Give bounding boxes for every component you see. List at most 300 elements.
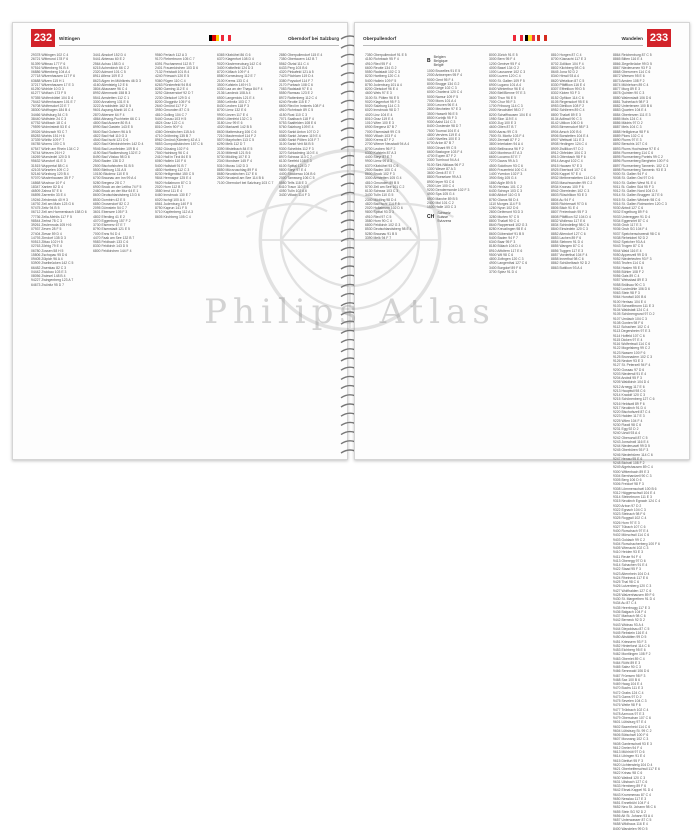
index-entry: 8915 Hausen 97 E 3 [551,163,582,168]
country-flag-icon [209,35,219,41]
index-entry: 2870 Attersee 64 F 4 [93,112,125,117]
index-entry: 8932 Mettmenstetten 114 C 6 [551,176,596,181]
index-entry: 9655 Stein SG 92 D 2 [613,809,646,814]
index-entry: 9500 Villach 103 F 4 [365,133,396,138]
index-entry: 8307 Effretikon 99 D 5 [551,87,585,91]
index-entry: 27404 Ziesar 59 D 4 [31,231,62,236]
index-entry: 3390 Melk 94 F 7 [365,235,392,240]
index-entry: 2401 Frauenkirchen 103 D 6 [155,65,198,70]
index-entry: 3180 Linz 99 E 6 [217,121,243,125]
index-entry: 2095 Dürnstein 54 C 7 [93,206,127,210]
index-entry: 37339 Wörlitz 109 F 7 [31,138,65,142]
index-entry: 9300 Wittenbach 89 E 3 [613,469,650,474]
index-entry: 3270 Schladming 110 E 4 [279,150,318,155]
index-entry: 8892 Berschis 107 C 6 [613,142,648,147]
index-entry: 9465 Salez 90 C 3 [613,665,641,669]
index-entry: 8280 Kreuzlingen 98 E 4 [489,227,527,232]
index-entry: 8806 Bäch 91 E 4 [551,206,578,210]
index-entry: 9650 Nesslau 117 E 3 [613,796,647,801]
index-entry: 9478 Azmoos 97 E 3 [613,711,645,716]
index-entry: 5730 Mödling 107 E 3 [217,155,250,159]
index-entry: 8530 Deutschlandsberg 98 E 4 [365,227,412,232]
index-entry: 9220 Bischofszell 87 C 4 [613,410,651,414]
index-entry: 7083 Radstadt 97 E 4 [279,87,312,91]
country-heading-b [427,55,485,67]
index-entry: 9476 Weite 98 F 6 [613,703,641,708]
index-entry: 9452 Hinterforst 114 C 6 [613,643,650,648]
header-right-text: Oberndorf bei Salzburg [287,36,339,41]
index-entry: 4050 Tulln 102 A 6 [279,189,307,193]
index-entry: 9900 Lienz 99 A 3 [365,159,392,164]
index-entry: 6460 Innsbruck 130 E 7 [155,193,191,198]
index-entry: 9105 Schönengrund 97 D 2 [613,312,655,317]
index-entry: 2460 Bruck an der Mur 64 E 1 [93,189,139,193]
index-entry: 8855 Wangen 87 C 4 [551,244,583,249]
index-entry: 8700 Lienz 132 E 6 [217,108,247,113]
index-column [217,53,275,447]
index-entry: 3800 Interlaken 94 A 4 [489,142,523,147]
index-entry: 02763 Zörbig 79 E 4 [31,244,62,249]
index-entry: 9056 Gais 89 C 4 [613,274,640,278]
index-entry: 9411 Reute 94 F 4 [613,554,641,559]
index-entry: 5400 Baden 94 F 7 [489,235,518,240]
index-entry: 5550 Radstadt 102 C 3 [365,70,400,74]
index-entry: 9453 Eichberg 95 E 6 [613,648,646,652]
index-entry: 4600 Wels 97 E 3 [365,91,392,96]
index-entry: 8992 Altenmarkt 158 B 3 [93,91,131,96]
index-entry: 8900 Ieper 93 C 6 [427,179,455,184]
index-entry: 6290 Melk 112 D 7 [217,142,246,147]
index-entry: 2564 Achau 158 D 4 [93,61,124,66]
index-entry: 8630 Mattersburg 106 C 6 [217,129,257,134]
index-entry: 9125 Brunnadern 102 C 3 [613,354,653,359]
index-entry: 61277 Wolfach 173 F 5 [31,91,66,96]
index-entry: 37217 Witzenhausen 17 E 3 [31,82,74,87]
index-entry: 4000 Basel 134 G 2 [489,65,519,70]
index-entry: 8881 Tscherlach 98 F 3 [613,99,649,104]
country-flag-icon [537,35,547,41]
index-entry: 4150 Rohrbach 95 F 4 [365,57,399,62]
index-entry: 8874 Mühlehorn 89 C 4 [613,82,649,87]
index-entry: 9414 Schachen 91 E 4 [613,563,648,567]
index-entry: 6020 Ischgl 100 A 4 [155,197,185,202]
index-entry: 8878 Quinten 90 C 3 [613,91,645,96]
index-entry: 3730 Eisenerz 67 E 7 [93,223,126,227]
index-entry: 8910 Affoltern 117 E 6 [489,248,523,253]
index-entry: 8230 Hartberg 120 C 4 [365,74,400,79]
index-entry: 6800 Feldkirchen 144 F 4 [93,248,132,253]
index-entry: 67547 Wörth am Rhein 134 C 2 [31,146,79,151]
index-entry: 9583 Feldbach 133 C 6 [93,240,129,244]
index-entry: 8854 Siebnen 91 D 4 [551,240,583,244]
index-entry: 4900 Langenthal 127 C 6 [489,261,528,266]
page-number: 232 [31,29,55,47]
index-entry: 9469 Haag 104 E 4 [613,682,643,686]
index-entry: 6130 Schwaz 103 C 3 [365,189,399,193]
index-entry: 97355 Wolfenbüttel 104 D 4 [31,95,73,100]
index-entry: 9170 Fieberbrunn 105 C 7 [155,57,195,62]
index-entry: 8400 Wandelen 99 D 5 [613,826,648,831]
index-entry: 8803 Rüschlikon 93 E 3 [551,193,587,198]
index-entry: 9014 St. Gallen Bruggen 117 E 6 [613,193,663,198]
index-entry: 9315 Neukirch Egnach 124 C 4 [613,499,661,504]
index-entry: 3804 Altaussee 96 C 4 [93,87,128,91]
index-entry: 9656 Alt St. Johann 93 A 4 [613,813,653,818]
index-entry: 7500 St. Moritz 103 F 4 [489,133,525,138]
index-entry: 4700 Eupen 87 F 2 [427,154,456,158]
index-entry: 27718 Witzenhausen 117 F 6 [31,74,76,79]
index-entry: 3000 Leuven 96 E 4 [427,103,458,107]
index-entry: 8400 Winterthur 96 E 4 [489,87,524,91]
index-entry: 8904 Aesch 100 B 6 [551,129,582,134]
index-entry: 5020 Sankt Anton 107 D 2 [279,129,319,134]
index-entry: 9424 Rheineck 117 E 6 [613,575,648,580]
index-entry: 06895 Zarrentin 33 E 4 [31,193,66,198]
index-entry: 04442 Zwickau 103 E 3 [31,269,67,274]
index-entry: 8880 Walenstadt 106 D 6 [613,95,652,100]
index-entry: 42103 Würselen 109 C 2 [31,167,69,172]
index-entry: 8893 Flums Hochwiese 97 E 4 [613,146,659,151]
index-entry: 9112 Schachen 102 C 4 [613,325,650,329]
index-entry: 9200 Gossau 97 D 6 [613,367,645,372]
index-entry: 9020 Klagenfurt 95 F 3 [365,99,400,104]
index-entry: 9050 Appenzell 99 D 5 [613,252,648,257]
index-entry: 5000 Aarau 99 C 5 [489,129,518,134]
index-entry: 9428 Walzenhausen 89 F 6 [613,592,655,597]
index-entry: 3550 Leibnitz 103 C 7 [217,99,250,104]
index-entry: 9020 Klosterneuburg 142 C 6 [217,61,262,66]
index-entry: 6700 Arlon 87 B 7 [427,141,454,146]
index-columns [365,53,671,831]
index-entry: 16868 Wustrow 10 F 4 [31,180,66,185]
country-flag-icon [221,35,231,41]
index-entry: 9053 Teufen 114 C 6 [613,261,645,266]
index-entry: 9249 Algetshausen 89 C 4 [613,465,653,470]
index-entry: 8866 Ziegelbrücke 99 D 5 [613,61,652,66]
index-entry: 8925 Ebertswil 107 C 6 [551,167,587,172]
index-entry: 9064 Hundwil 100 B 6 [613,295,647,300]
index-entry: 2340 Mondsee 145 F 4 [217,159,252,164]
index-entry: 9230 Flawil 98 C 6 [613,422,642,427]
index-entry: 8340 Hinwil 93 A 4 [551,74,579,79]
index-entry: 4830 Hartberg 112 C 3 [155,167,190,172]
index-column [489,53,547,447]
index-entry: 9216 Heldswil 89 F 6 [613,401,645,406]
index-entry: 9410 Heiden 93 E 3 [613,550,643,555]
index-entry: 9323 Steinach 98 F 6 [613,512,646,516]
index-entry: 1000 Bruxelles 91 E 5 [427,69,461,73]
index-entry: 6000 Luzern 120 C 4 [489,74,521,79]
index-entry: 9612 Dreien 94 F 4 [613,745,643,750]
index-entry: 8867 Niederurnen 93 F 3 [613,65,651,70]
index-entry: 1400 Yverdon 102 F 3 [489,172,523,176]
index-entry: 6600 Locarno 87 E 7 [489,155,521,159]
index-entry: 9042 Speicher 93 A 4 [613,240,646,244]
index-entry: 9038 Rehetobel 92 D 2 [613,235,648,240]
flag-group [209,35,231,41]
index-entry: 6365 Kitzbühel 86 G 6 [217,53,251,57]
index-entry: 1000 Lausanne 102 C 3 [489,70,526,74]
index-entry: 9225 Wilen 104 F 4 [613,418,643,423]
index-entry: 9405 Wienacht 102 C 3 [613,546,649,550]
index-entry: 9445 Rebstein 116 E 4 [613,631,648,635]
index-entry: 15806 Zschopau 95 D 6 [31,252,68,257]
index-entry: 8909 Zwillikon 97 D 2 [551,146,584,151]
index-entry: 5710 Kapfenberg 112 A 3 [155,210,194,215]
index-entry: 8790 Eisenstadt 121 E 5 [93,227,130,232]
index-entry: 6370 Klagenfurt 108 D 4 [217,57,254,62]
index-entry: 9248 Bichwil 108 F 2 [613,461,645,465]
index-entry: 8990 Bad Gastein 143 E 5 [93,125,133,130]
index-entry: 9032 Engelburg 89 F 6 [613,210,648,215]
index-entry: 4802 Eferding 41 E 2 [93,214,125,219]
index-entry: 9477 Trübbach 102 C 4 [613,707,649,712]
index-entry: 8800 Roeselare 99 A 3 [427,175,462,180]
index-column [613,53,671,831]
index-entry: 6300 Zug 100 E 3 [489,121,516,125]
index-entry: 9100 Sint-Niklaas 96 F 2 [427,162,465,167]
index-entry: 6700 Braunau am Inn 99 A 4 [93,176,136,181]
index-entry: 7100 Oberndorf bei Salzburg 103 C 7 [217,180,274,185]
index-entry: 8142 Uitikon 106 D 6 [551,121,583,125]
index-entry: 2500 Bischofshofen 51 B 5 [93,163,134,168]
page-number: 233 [647,29,671,47]
index-entry: 9437 Marbach 98 C 6 [613,614,646,618]
index-entry: 8894 Flumserberg 114 C 6 [613,150,654,155]
index-entry: 1200 Genève 95 F 4 [489,61,520,66]
index-columns [31,53,337,447]
index-entry: 14793 Zirndorf 135 D 3 [31,235,66,240]
left-page [12,22,348,460]
index-entry: 10150 Bludenz 110 E 5 [93,172,129,176]
index-entry: 4470 Faak am See 132 B 7 [93,235,135,240]
index-entry: 2410 Hall in Tirol 84 E 5 [155,155,191,159]
index-entry: 3100 St. Pölten 96 E 5 [365,95,399,100]
country-flag-icon [513,35,523,41]
index-entry: 5441 Abtenau 60 E 2 [93,57,125,62]
index-entry: 3500 Kufstein 149 H 3 [217,82,251,87]
index-entry: 8952 Schlieren 89 C 4 [551,108,585,113]
index-entry: 6600 Reutte 134 G 2 [365,65,397,70]
index-entry: 4820 Bad Kleinkirchheim 142 D 4 [93,142,144,147]
index-entry: 6060 Hallein 110 F 6 [155,159,187,164]
index-entry: 9613 Mühlrüti 97 D 6 [613,750,645,754]
index-entry: 8750 Judenburg 101 A 4 [365,82,402,87]
header-right-text: Wandelen [621,36,643,41]
index-entry: 8896 Flumserberg Bergheim 100 F 6 [613,159,669,164]
index-entry: 9479 Oberschan 107 C 6 [613,716,651,720]
index-entry: 63688 Witzen 115 H 1 [31,78,65,83]
index-entry: 4000 Liège 102 C 3 [427,86,457,90]
index-entry: 5753 Saalfelden 108 E 6 [279,121,317,125]
index-entry: 4320 Pinkafeld 121 A 5 [279,70,314,74]
index-entry: 94227 Zwingenberg 123 A 7 [31,278,74,283]
index-entry: 9205 Waldkirch 104 D 4 [613,380,650,385]
index-entry: 9306 Freidorf 98 F 3 [613,482,644,487]
index-column [551,53,609,447]
index-entry: 3601 Ebensee 105 F 3 [93,210,128,215]
index-entry: 8105 Regensdorf 95 E 6 [551,99,588,104]
index-entry: 9244 Niederuzwil 99 D 5 [613,444,650,448]
index-entry: 9312 Häggenschwil 104 E 4 [613,490,656,495]
index-entry: 64673 Zwönitz 95 D 7 [31,282,64,287]
index-entry: 2500 Lier 100 C 4 [427,183,454,188]
index-entry: 4810 Golling 104 C 7 [155,112,187,117]
index-entry: 9034 Eggersriet 87 C 4 [613,218,648,223]
index-entry: 6240 Reutte 115 E 7 [279,99,310,104]
index-entry: 9450 Altstätten 99 D 5 [613,635,647,640]
index-entry: 3400 Burgdorf 89 F 6 [489,265,522,270]
index-entry: 5640 Bad Goisern 96 A 5 [93,129,131,134]
index-entry: 8000 Zürich 91 E 5 [489,53,518,57]
index-entry: 9473 Gams 97 D 2 [613,694,642,699]
index-entry: 97475 Zeitz 94 B 5 [31,206,60,210]
index-entry: 9425 Thal 98 C 6 [613,580,639,584]
index-entry: 3390 Mistelbach 84 E 5 [217,146,253,151]
index-entry: 6370 Kitzbühel 93 C 6 [365,163,399,168]
index-entry: 9037 Speicherschwendi 98 C 6 [613,231,660,236]
index-entry: 76708 Wolfersdorf 22 E 7 [31,104,70,108]
index-entry: 6900 Bregenz 87 B 7 [365,125,397,130]
index-entry: 4240 Friesach 120 E 5 [155,74,190,79]
index-entry: 8500 Kortrijk 95 F 3 [427,115,457,120]
index-entry: 9900 Liezen 117 E 4 [217,112,248,117]
index-entry: 8865 Bilten 116 E 4 [613,57,643,62]
index-entry: 5580 Telfs 118 E 3 [279,180,307,185]
index-entry: 9327 Tübach 107 C 6 [613,524,646,529]
index-entry: 5700 Zell am See 101 C 2 [365,184,405,189]
index-entry: 39261 Zeulenroda 105 H 6 [31,223,72,227]
index-entry: 8605 Kirchberg 105 C 4 [155,214,191,219]
index-entry: 9444 Diepoldsau 87 C 5 [613,626,650,631]
index-column [427,53,485,447]
index-entry: 2340 Mödling 98 D 4 [365,197,397,202]
country-name: Belgien Belgique België [433,55,448,67]
index-entry: 5440 Gosau 103 H 5 [155,116,187,121]
index-entry: 8907 Wettswil 111 E 3 [551,138,585,142]
index-entry: 9652 Neu St. Johann 98 C 6 [613,805,656,810]
index-entry: 06712 Zell am Harmersbach 158 D 6 [31,210,87,215]
index-entry: 77736 Zella-Mehlis 117 F 5 [31,214,72,219]
index-entry: 07937 Zeven 28 F 5 [31,227,62,232]
index-entry: 9426 Lutzenberg 120 C 3 [613,584,652,589]
index-entry: 97516 Wittenberg 91 B 4 [31,65,69,70]
page-header [59,33,339,46]
index-entry: 8750 Glarus 98 D 4 [489,197,519,202]
index-entry: 8134 Adliswil 90 C 3 [551,116,582,121]
index-entry: 16792 Zeil am Main 123 G 6 [31,201,74,206]
index-entry: 8805 Richterswil 97 D 6 [551,201,587,206]
index-entry: 8890 Flums 97 E 3 [613,138,642,142]
index-entry: 6330 Laa an der Thaya 84 F 4 [217,87,263,91]
index-entry: 8400 Oostende 98 D 7 [427,124,462,129]
index-entry: 3600 Genk 87 E 7 [427,171,455,175]
index-entry: 1300 Wavre 87 A 3 [427,166,456,171]
index-entry: 8750 Kaprun 141 F 5 [155,206,187,210]
index-entry: 9475 Sevelen 104 C 3 [613,699,647,703]
country-code: B [427,57,431,64]
flag-group [513,35,547,41]
index-entry: 9055 Bühler 108 F 2 [613,269,644,274]
index-entry: 9560 Ferlach 112 A 3 [155,53,187,57]
index-entry: 90513 Zittau 102 H 5 [31,240,63,244]
index-entry: 2130 Mittersill 121 B 6 [217,150,251,155]
index-entry: 2170 Purbach 108 C 6 [279,82,313,87]
index-entry: 8888 Heiligkreuz 98 F 6 [613,129,649,134]
index-entry: 3920 Zermatt 87 F 2 [489,138,520,142]
index-entry: 8883 Quarten 104 E 4 [613,108,647,113]
index-entry: 08056 Zwiesel 148 B 4 [31,274,66,278]
index-entry: 2100 Krems 133 C 4 [217,78,249,83]
index-entry: 9015 St. Gallen Winkeln 98 C 6 [613,197,661,202]
header-left-text: Wittingen [59,36,80,41]
index-entry: 9063 Stein 98 F 3 [613,291,640,295]
index-entry: 3500 Hasselt 96 E 5 [427,111,458,116]
index-entry: 8490 Bad Vöslau 98 D 6 [93,155,130,159]
index-entry: 2352 Güssing 102 F 6 [155,146,189,151]
index-entry: 3441 Absdorf 152 D 4 [93,53,126,57]
index-entry: 8200 Schaffhausen 104 E 4 [489,112,531,117]
index-entry: 4822 Bad Hall 110 G 3 [93,133,128,138]
index-entry: 6391 Fischamend 112 B 7 [155,61,195,66]
index-entry: 8645 Jona 92 D 2 [551,70,578,74]
index-entry: 6800 Feldkirch 102 G 3 [365,223,401,227]
index-entry: 8530 Dornbirn 42 E 5 [93,197,126,202]
index-entry: 8886 Mädris 97 D 2 [613,121,643,125]
index-entry: 4864 Attnang-Puchheim 66 C 1 [93,116,141,121]
index-entry: 9242 Oberuzwil 87 C 5 [613,435,648,440]
index-entry: 9422 Staad 95 F 3 [613,567,641,572]
index-entry: 9468 Sax 100 B 6 [613,677,640,682]
index-entry: 8873 Amden 108 F 2 [613,78,645,83]
index-entry: 4190 Bad Radkersburg 132 E 2 [93,150,141,155]
index-entry: 9213 Hauptwil 98 C 6 [613,388,646,393]
index-entry: 9326 Horn 97 E 3 [613,520,640,525]
index-entry: 6850 Drosendorf 82 C 2 [93,201,130,206]
index-entry: 2540 Baden 136 D 2 [93,159,125,164]
index-entry: 8600 Bruck 102 F 3 [365,172,395,176]
index-entry: 3500 Krems 87 F 2 [365,138,394,142]
index-entry: 8280 Gaming 112 E 4 [155,87,188,91]
index-entry: 38300 Wolfhagen 184 B 4 [31,108,71,113]
index-entry: 4910 Rohrbach 89 C 5 [279,108,314,113]
index-entry: 3430 Villach 114 F 3 [279,193,310,198]
index-entry: 8942 Oberrieden 102 C 3 [551,189,590,193]
country-code: CH [427,214,435,221]
index-entry: 9033 Untereggen 91 D 4 [613,214,651,219]
index-entry: 9601 Lütisburg 97 E 4 [613,720,647,725]
index-entry: 6100 Spittal 124 D 7 [279,163,310,168]
country-flag-icon [525,35,535,41]
index-entry: 8000 Brugge 134 G 2 [427,81,460,86]
index-entry: 9000 Gent 95 F 4 [427,77,454,82]
index-entry: 2320 Admont 101 C 5 [93,70,126,74]
index-entry: 3292 Gänserndorf 92 D 7 [155,91,194,96]
index-entry: 8858 Innerthal 98 C 6 [551,257,584,261]
index-entry: 9606 Bütschwil 100 F 6 [613,733,649,737]
index-entry: 9621 Oberhelfenschwil 117 E 6 [613,767,660,771]
index-entry: 8908 Hedingen 124 C 4 [551,142,587,147]
index-entry: 5760 Salzburg 109 E 4 [279,125,314,130]
index-entry: 4400 Steyr 87 E 7 [365,155,393,159]
index-entry: 9500 Wil 98 C 6 [489,252,514,257]
index-entry: 9427 Wolfhalden 127 C 6 [613,588,652,593]
index-entry: 51399 Wittnau 177 F 6 [31,61,66,66]
index-entry: 9620 Lichtensteig 104 D 4 [613,762,653,767]
index-entry: 1010 Wien 100 E 3 [365,121,394,125]
index-entry: 8810 Horgen 87 C 4 [551,53,582,57]
index-entry: 8913 Ottenbach 98 F 6 [551,155,586,159]
